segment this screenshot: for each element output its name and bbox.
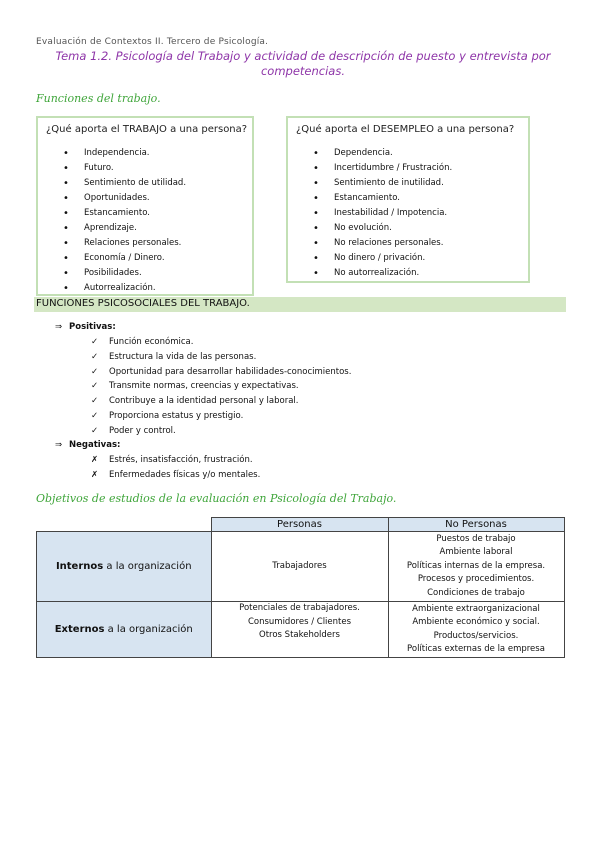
list-item (91, 468, 260, 483)
list-item (91, 335, 351, 350)
list-item: • Inestabilidad / Impotencia. (288, 206, 452, 221)
trabajo-list (38, 146, 186, 296)
section-heading-objetivos: Objetivos de estudios de la evaluación en Psicología del Trabajo. (36, 492, 397, 505)
list-item-text: Estrés, insatisfacción, frustración. (109, 455, 253, 465)
document-header: Evaluación de Contextos II. Tercero de Psicología. (36, 37, 269, 47)
list-item: • Incertidumbre / Frustración. (288, 161, 452, 176)
cell-line: Otros Stakeholders (259, 630, 340, 640)
positivas-label (55, 320, 116, 335)
checkmark-icon: ✓ (91, 366, 99, 377)
list-item-text: Función económica. (109, 337, 194, 347)
cell-line: Trabajadores (272, 560, 327, 571)
table-row (37, 532, 565, 602)
cell-line: Ambiente económico y social. (412, 617, 540, 627)
desempleo-box (286, 116, 530, 283)
list-item (91, 379, 351, 394)
negativas-list (91, 453, 260, 483)
negativas-label (55, 438, 120, 453)
cell-line: Puestos de trabajo (436, 533, 516, 544)
list-item: • Relaciones personales. (38, 236, 186, 251)
row-header-bold: Externos (54, 624, 105, 635)
list-item-text: Contribuye a la identidad personal y laboral. (109, 396, 299, 407)
cross-icon: ✗ (91, 469, 99, 480)
row-header-bold: Internos (55, 561, 104, 572)
empty-corner-cell (37, 518, 212, 532)
list-item: • Autorrealización. (38, 281, 186, 296)
list-item-text: Proporciona estatus y prestigio. (109, 410, 244, 421)
table-row (37, 602, 565, 658)
checkmark-icon: ✓ (91, 337, 99, 347)
list-item: • Dependencia. (288, 146, 452, 161)
row-header-rest: a la organización (103, 561, 192, 572)
list-item: • Estancamiento. (288, 191, 452, 206)
list-item: • Estancamiento. (38, 206, 186, 221)
list-item (91, 453, 260, 468)
checkmark-icon: ✓ (91, 425, 99, 436)
trabajo-box-title: ¿Qué aporta el TRABAJO a una persona? (46, 124, 248, 135)
cell-line: Políticas internas de la empresa. (406, 560, 546, 571)
cell-line: Políticas externas de la empresa (407, 644, 545, 654)
cell-line: Procesos y procedimientos. (417, 574, 535, 585)
list-item: • Independencia. (38, 146, 186, 161)
list-item: • Sentimiento de utilidad. (38, 176, 186, 191)
column-header-personas: Personas (211, 518, 388, 532)
cell-line: Ambiente laboral (439, 547, 513, 558)
psicosociales-heading: FUNCIONES PSICOSOCIALES DEL TRABAJO. (36, 298, 250, 309)
positivas-list (91, 335, 351, 439)
list-item (91, 365, 351, 380)
double-arrow-icon: ⇒ (55, 322, 63, 332)
objetivos-table (36, 517, 565, 658)
cell-internos-no-personas (388, 532, 564, 602)
list-item: • Sentimiento de inutilidad. (288, 176, 452, 191)
cell-internos-personas (211, 532, 388, 602)
cell-line: Ambiente extraorganizacional (412, 603, 540, 614)
section-heading-funciones: Funciones del trabajo. (36, 92, 161, 105)
table-header-row (37, 518, 565, 532)
list-item-text: Estructura la vida de las personas. (109, 351, 257, 362)
cross-icon: ✗ (91, 455, 99, 465)
list-item: • No relaciones personales. (288, 236, 452, 251)
list-item: • No evolución. (288, 221, 452, 236)
checkmark-icon: ✓ (91, 396, 99, 407)
checkmark-icon: ✓ (91, 410, 99, 421)
desempleo-list (288, 146, 452, 281)
cell-line: Condiciones de trabajo (427, 587, 525, 598)
list-item-text: Transmite normas, creencias y expectativas. (109, 381, 299, 392)
column-header-no-personas: No Personas (388, 518, 564, 532)
cell-externos-personas (211, 602, 388, 658)
list-item-text: Enfermedades físicas y/o mentales. (109, 469, 261, 480)
list-item: • Posibilidades. (38, 266, 186, 281)
row-header-rest: a la organización (104, 624, 193, 635)
list-item: • No dinero / privación. (288, 251, 452, 266)
trabajo-box (36, 116, 254, 296)
checkmark-icon: ✓ (91, 381, 99, 392)
list-item (91, 409, 351, 424)
cell-line: Productos/servicios. (433, 630, 519, 641)
list-item: • Economía / Dinero. (38, 251, 186, 266)
row-header-internos (37, 532, 212, 602)
list-item: • Oportunidades. (38, 191, 186, 206)
cell-externos-no-personas (388, 602, 564, 658)
checkmark-icon: ✓ (91, 351, 99, 362)
list-item: • Futuro. (38, 161, 186, 176)
double-arrow-icon: ⇒ (55, 440, 63, 450)
list-item (91, 350, 351, 365)
cell-line: Potenciales de trabajadores. (239, 603, 360, 613)
list-item: • Aprendizaje. (38, 221, 186, 236)
list-item-text: Poder y control. (109, 425, 176, 436)
list-item: • No autorrealización. (288, 266, 452, 281)
positivas-text: Positivas: (69, 322, 116, 332)
row-header-externos (37, 602, 212, 658)
negativas-text: Negativas: (69, 440, 121, 450)
list-item-text: Oportunidad para desarrollar habilidades-conocimientos. (109, 366, 352, 377)
desempleo-box-title: ¿Qué aporta el DESEMPLEO a una persona? (296, 124, 515, 135)
page-title: Tema 1.2. Psicología del Trabajo y actividad de descripción de puesto y entrevista por competencias. (55, 49, 551, 78)
cell-line: Consumidores / Clientes (247, 616, 352, 627)
list-item (91, 424, 351, 439)
list-item (91, 394, 351, 409)
